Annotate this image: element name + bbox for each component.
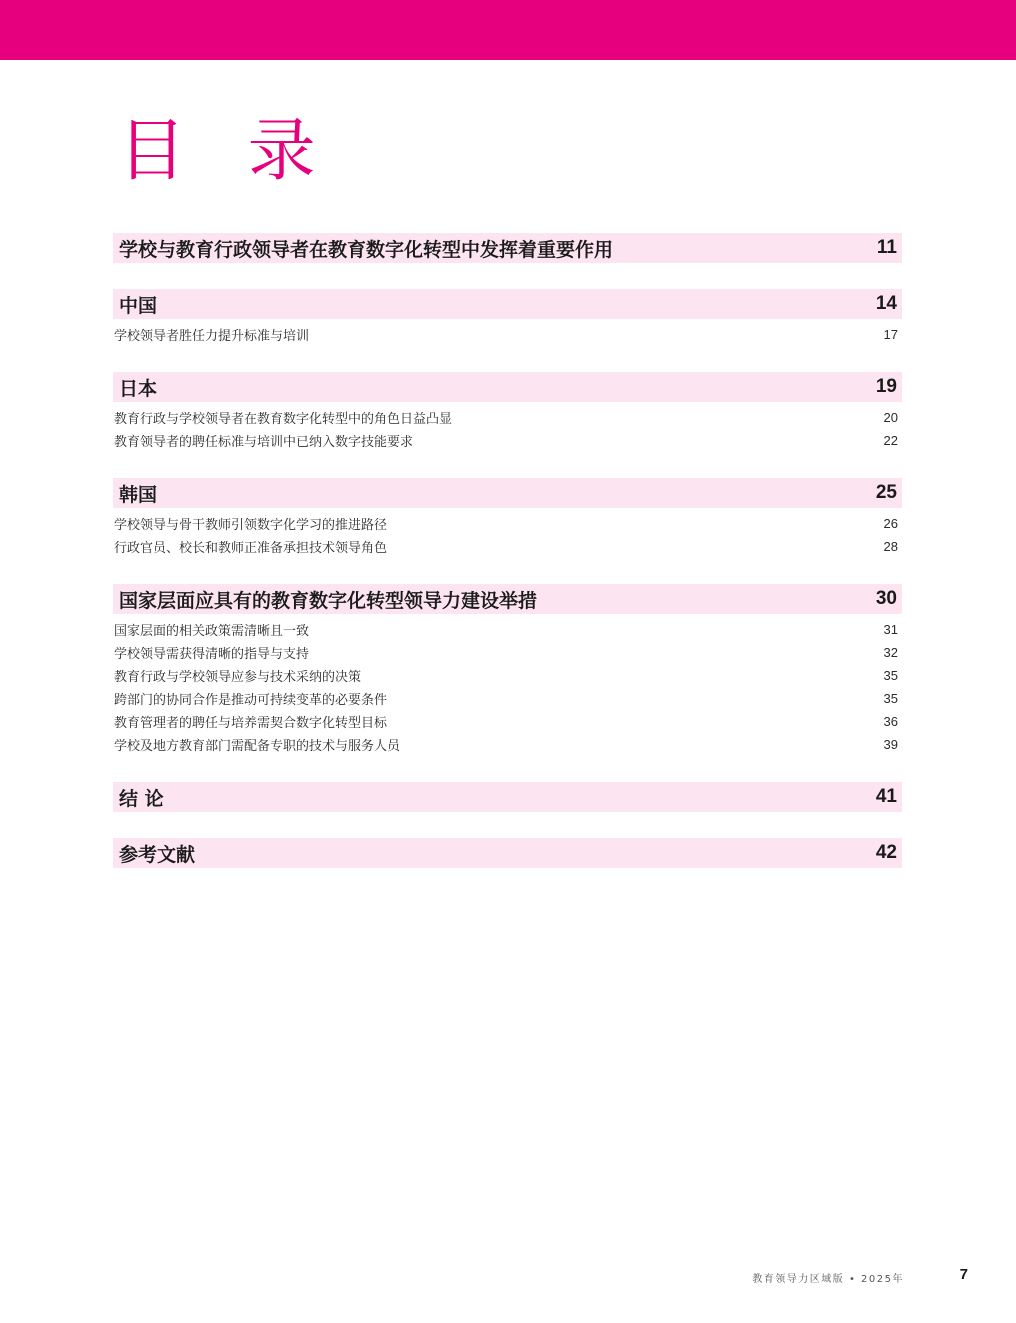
toc-entry[interactable] <box>113 429 902 452</box>
toc-entry[interactable] <box>113 535 902 558</box>
toc-entry-title: 行政官员、校长和教师正准备承担技术领导角色 <box>114 541 388 556</box>
toc-entry-title: 国家层面的相关政策需清晰且一致 <box>114 624 310 639</box>
toc-heading-row[interactable] <box>113 233 902 263</box>
toc-section <box>113 838 902 868</box>
toc-entry[interactable] <box>113 641 902 664</box>
toc-section <box>113 782 902 812</box>
toc-heading-page: 42 <box>875 842 897 863</box>
top-accent-band <box>0 0 1016 60</box>
toc-heading-row[interactable] <box>113 838 902 868</box>
toc-entry[interactable] <box>113 733 902 756</box>
toc-entry-page: 17 <box>883 327 898 342</box>
toc-sub-list <box>113 508 902 558</box>
toc-section <box>113 233 902 263</box>
toc-entry-page: 20 <box>883 410 898 425</box>
toc-sub-list <box>113 402 902 452</box>
toc-entry-page: 36 <box>883 714 898 729</box>
toc-entry-page: 35 <box>883 668 898 683</box>
toc-entry-title: 跨部门的协同合作是推动可持续变革的必要条件 <box>114 693 388 708</box>
toc-entry[interactable] <box>113 323 902 346</box>
toc-heading-row[interactable] <box>113 478 902 508</box>
toc-heading-title: 学校与教育行政领导者在教育数字化转型中发挥着重要作用 <box>119 238 614 261</box>
page-footer <box>650 1266 970 1288</box>
toc-heading-row[interactable] <box>113 372 902 402</box>
toc-entry[interactable] <box>113 512 902 535</box>
toc-entry[interactable] <box>113 710 902 733</box>
toc-heading-title: 日本 <box>119 377 158 400</box>
toc-heading-page: 41 <box>875 786 897 807</box>
toc-heading-row[interactable] <box>113 782 902 812</box>
page-title: 目 录 <box>118 112 336 191</box>
toc-entry-page: 31 <box>883 622 898 637</box>
toc-sub-list <box>113 319 902 346</box>
toc-entry-title: 教育行政与学校领导应参与技术采纳的决策 <box>114 670 362 685</box>
toc-entry-page: 22 <box>883 433 898 448</box>
toc-sub-list <box>113 614 902 756</box>
toc-heading-page: 25 <box>875 482 897 503</box>
toc-heading-row[interactable] <box>113 289 902 319</box>
toc-heading-title: 结 论 <box>119 787 164 810</box>
toc-entry-title: 学校及地方教育部门需配备专职的技术与服务人员 <box>114 739 401 754</box>
toc-entry[interactable] <box>113 618 902 641</box>
toc-entry-page: 32 <box>883 645 898 660</box>
toc-heading-title: 韩国 <box>119 483 158 506</box>
toc-entry-title: 学校领导与骨干教师引领数字化学习的推进路径 <box>114 518 388 533</box>
toc-heading-page: 19 <box>875 376 897 397</box>
toc-entry[interactable] <box>113 406 902 429</box>
toc-entry-title: 教育管理者的聘任与培养需契合数字化转型目标 <box>114 716 388 731</box>
toc-heading-title: 国家层面应具有的教育数字化转型领导力建设举措 <box>119 589 538 612</box>
toc-heading-page: 30 <box>875 588 897 609</box>
toc-entry-page: 39 <box>883 737 898 752</box>
toc-heading-page: 11 <box>876 237 897 258</box>
toc-entry-page: 28 <box>883 539 898 554</box>
toc-entry-page: 35 <box>883 691 898 706</box>
toc-entry-title: 教育领导者的聘任标准与培训中已纳入数字技能要求 <box>114 435 414 450</box>
toc-heading-page: 14 <box>875 293 897 314</box>
toc-section <box>113 372 902 452</box>
toc-entry[interactable] <box>113 687 902 710</box>
toc-entry-page: 26 <box>883 516 898 531</box>
toc-section <box>113 584 902 756</box>
toc-entry-title: 学校领导者胜任力提升标准与培训 <box>114 329 310 344</box>
toc-entry-title: 教育行政与学校领导者在教育数字化转型中的角色日益凸显 <box>114 412 453 427</box>
page-number: 7 <box>959 1266 968 1283</box>
table-of-contents <box>113 233 902 894</box>
toc-entry-title: 学校领导需获得清晰的指导与支持 <box>114 647 310 662</box>
toc-entry[interactable] <box>113 664 902 687</box>
toc-heading-title: 中国 <box>119 294 158 317</box>
toc-heading-row[interactable] <box>113 584 902 614</box>
toc-section <box>113 478 902 558</box>
footer-publication: 教育领导力区域版 • 2025年 <box>752 1274 904 1285</box>
toc-heading-title: 参考文献 <box>119 843 196 866</box>
toc-section <box>113 289 902 346</box>
